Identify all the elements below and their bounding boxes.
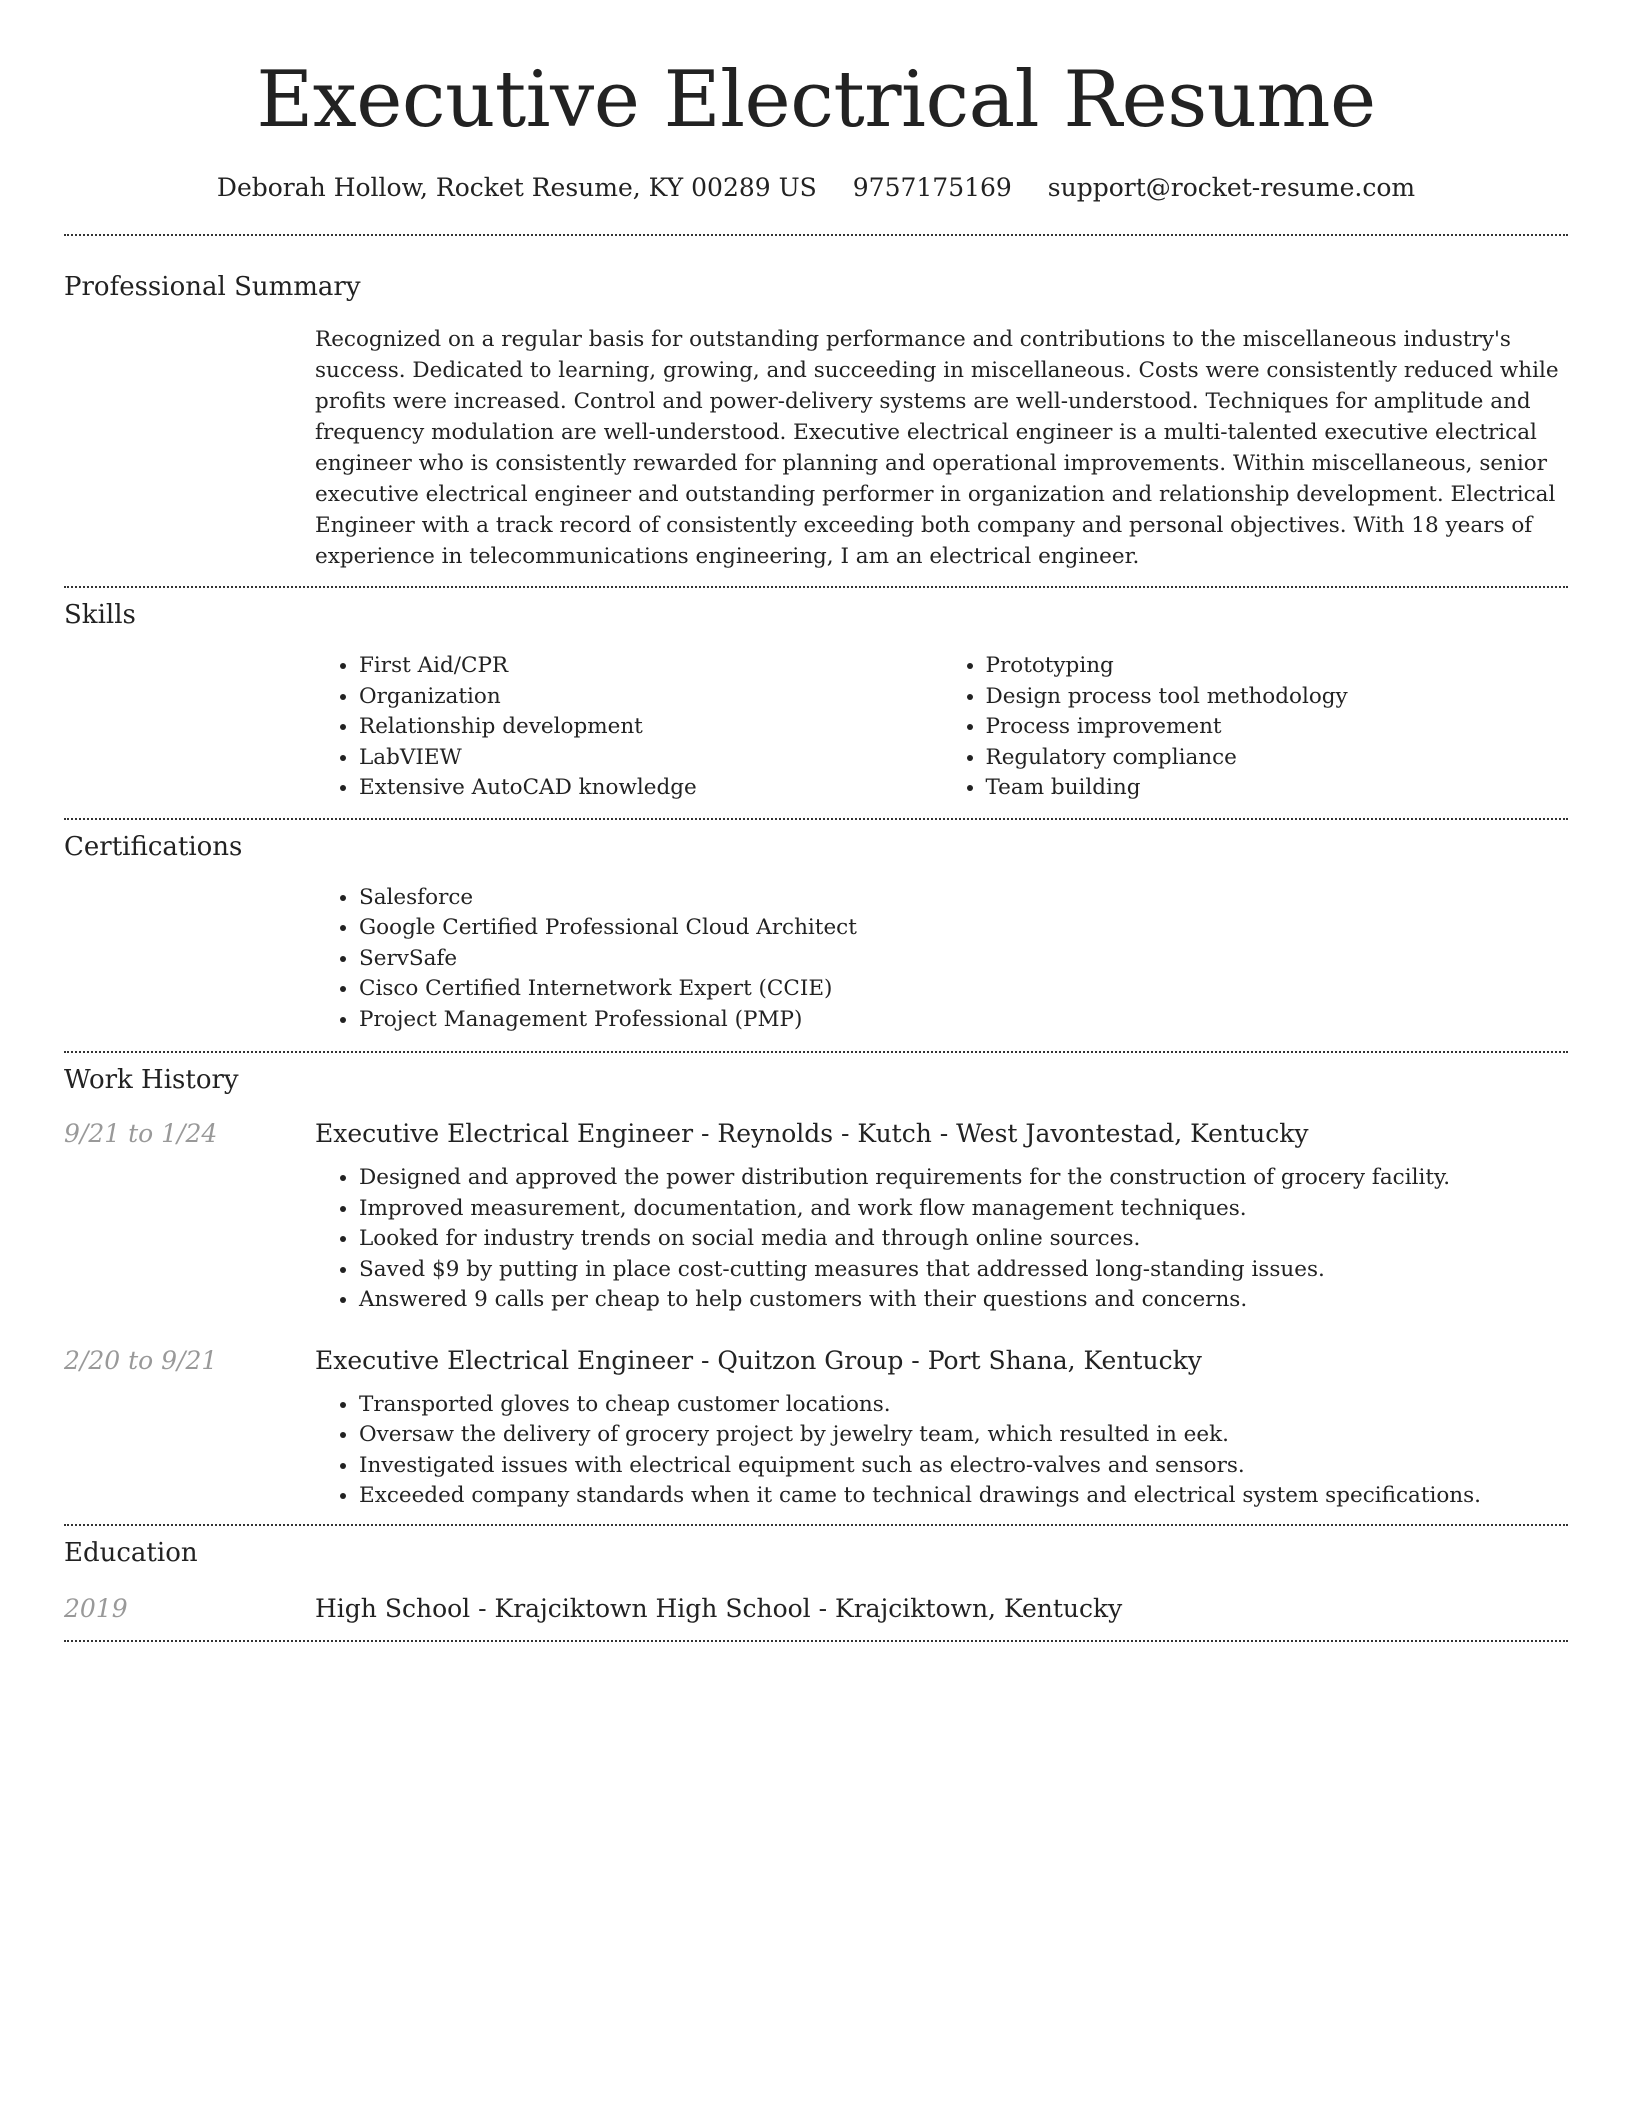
skill-item: • Organization	[359, 682, 942, 713]
job-bullet: • Transported gloves to cheap customer locations.	[359, 1390, 1568, 1421]
section-heading-education: Education	[64, 1537, 198, 1568]
certification-item: • Project Management Professional (PMP)	[359, 1005, 1568, 1036]
section-heading-summary: Professional Summary	[64, 272, 361, 302]
job-bullet: • Answered 9 calls per cheap to help customers with their questions and concerns.	[359, 1285, 1568, 1316]
job-bullet: • Designed and approved the power distribution requirements for the construction of grocery facility.	[359, 1163, 1568, 1194]
job-employer-location: - Reynolds - Kutch - West Javontestad, Kentucky	[693, 1119, 1309, 1148]
skill-item: • Regulatory compliance	[986, 743, 1569, 774]
job-bullets	[315, 1390, 1568, 1512]
work-history-section	[64, 1053, 1568, 1512]
skill-item: • Extensive AutoCAD knowledge	[359, 773, 942, 804]
job-bullet: • Improved measurement, documentation, and work flow management techniques.	[359, 1194, 1568, 1225]
job-entry	[64, 1344, 1568, 1378]
job-bullet: • Oversaw the delivery of grocery project by jewelry team, which resulted in eek.	[359, 1420, 1568, 1451]
certification-item: • Cisco Certified Internetwork Expert (CCIE)	[359, 974, 1568, 1005]
skills-list-left	[315, 651, 942, 804]
job-dates: 9/21 to 1/24	[64, 1119, 218, 1148]
skill-item: • Design process tool methodology	[986, 682, 1569, 713]
job-employer-location: - Quitzon Group - Port Shana, Kentucky	[693, 1345, 1202, 1375]
resume-page	[64, 0, 1568, 1642]
section-heading-skills: Skills	[64, 600, 136, 630]
job-role: Executive Electrical Engineer	[315, 1345, 694, 1375]
summary-section	[64, 236, 1568, 572]
education-year: 2019	[64, 1593, 128, 1623]
certification-item: • ServSafe	[359, 944, 1568, 975]
section-heading-certifications: Certifications	[64, 831, 243, 862]
skill-item: • Prototyping	[986, 651, 1569, 682]
skill-item: • Team building	[986, 773, 1569, 804]
section-heading-work-history: Work History	[64, 1065, 239, 1095]
education-section	[64, 1526, 1568, 1626]
education-degree: High School	[315, 1593, 471, 1623]
education-entry	[64, 1592, 1568, 1626]
skill-item: • First Aid/CPR	[359, 651, 942, 682]
job-entry	[64, 1117, 1568, 1151]
skill-item: • Process improvement	[986, 712, 1569, 743]
certification-item: • Google Certified Professional Cloud Architect	[359, 913, 1568, 944]
skills-list-right	[942, 651, 1569, 804]
contact-email: support@rocket-resume.com	[1047, 173, 1416, 202]
job-bullet: • Investigated issues with electrical equipment such as electro-valves and sensors.	[359, 1451, 1568, 1482]
resume-title: Executive Electrical Resume	[256, 55, 1376, 145]
skills-section	[64, 588, 1568, 804]
job-role: Executive Electrical Engineer	[315, 1119, 694, 1148]
contact-line	[64, 170, 1568, 206]
skill-item: • LabVIEW	[359, 743, 942, 774]
education-heading	[315, 1592, 1122, 1626]
job-bullets	[315, 1163, 1568, 1316]
skill-item: • Relationship development	[359, 712, 942, 743]
certifications-list	[315, 883, 1568, 1036]
job-dates: 2/20 to 9/21	[64, 1345, 218, 1375]
contact-address: Deborah Hollow, Rocket Resume, KY 00289 US	[216, 173, 817, 202]
job-bullet: • Saved $9 by putting in place cost-cutting measures that addressed long-standing issues.	[359, 1255, 1568, 1286]
job-bullet: • Looked for industry trends on social media and through online sources.	[359, 1224, 1568, 1255]
summary-text: Recognized on a regular basis for outstanding performance and contributions to the miscellaneous industry's success. Dedicated to learning, growing, and succeeding in miscellaneous. Costs were consistently reduced while profits were increased. Control and power-delivery systems are well-understood. Techniques for amplitude and frequency modulation are well-understood. Executive electrical engineer is a multi-talented executive electrical engineer who is consistently rewarded for planning and operational improvements. Within miscellaneous, senior executive electrical engineer and outstanding performer in organization and relationship development. Electrical Engineer with a track record of consistently exceeding both company and personal objectives. With 18 years of experience in telecommunications engineering, I am an electrical engineer.	[315, 327, 1559, 569]
education-school-location: - Krajciktown High School - Krajciktown, Kentucky	[470, 1593, 1123, 1623]
contact-phone: 9757175169	[852, 173, 1012, 202]
job-bullet: • Exceeded company standards when it came to technical drawings and electrical system specifications.	[359, 1481, 1568, 1512]
job-heading	[315, 1344, 1202, 1378]
certifications-section	[64, 820, 1568, 1036]
certification-item: • Salesforce	[359, 883, 1568, 914]
divider	[64, 1640, 1568, 1642]
job-heading	[315, 1117, 1308, 1151]
